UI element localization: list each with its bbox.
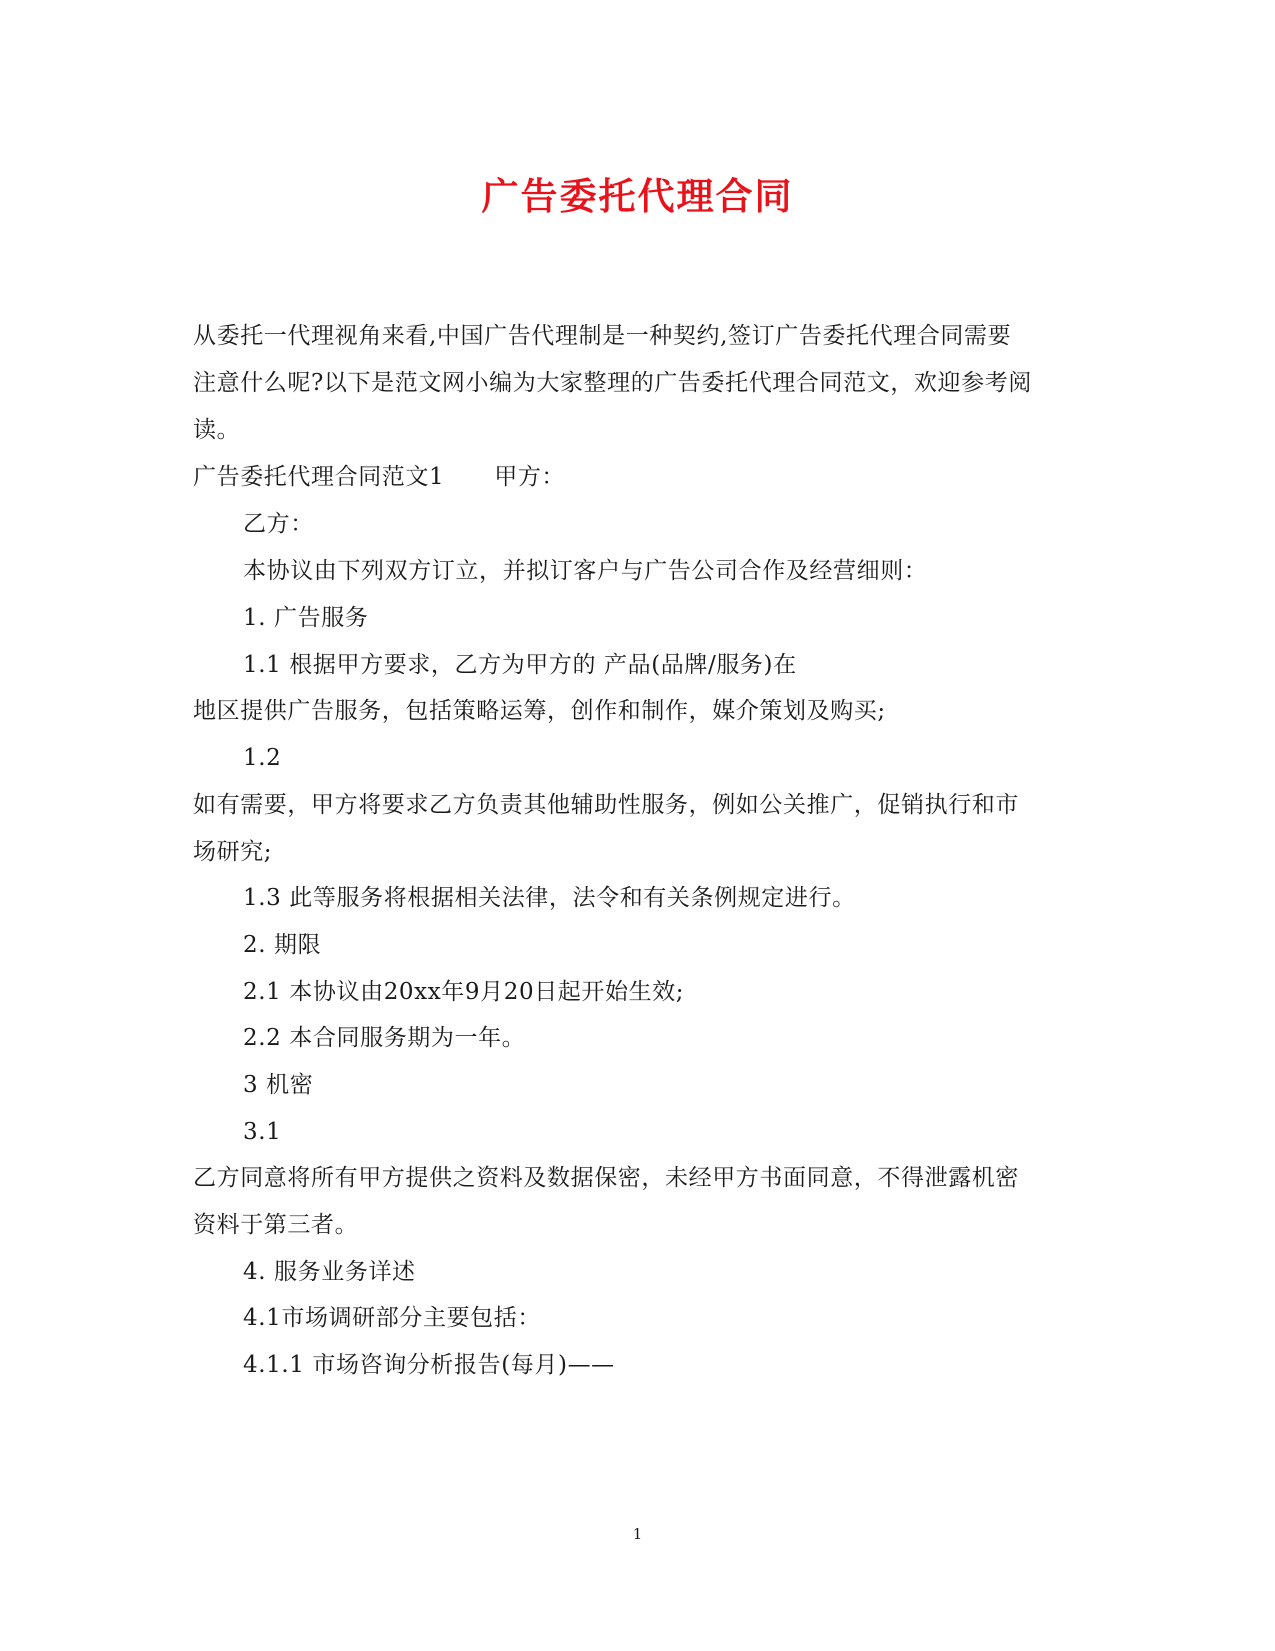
clause-1-2-line-2: 场研究;	[193, 839, 273, 865]
party-a-label: 甲方：	[494, 464, 566, 490]
document-title: 广告委托代理合同	[481, 174, 794, 218]
clause-1-1: 1.1 根据甲方要求，乙方为甲方的 产品(品牌/服务)在	[243, 652, 797, 678]
clause-1-2-line-1: 如有需要，甲方将要求乙方负责其他辅助性服务，例如公关推广，促销执行和市	[193, 792, 1019, 818]
clause-4-heading: 4. 服务业务详述	[243, 1259, 416, 1285]
clause-3-1-line-2: 资料于第三者。	[193, 1212, 359, 1238]
clause-1-heading: 1. 广告服务	[243, 605, 369, 631]
page-number: 1	[632, 1525, 643, 1543]
clause-3-1-number: 3.1	[243, 1119, 282, 1145]
party-b-label: 乙方：	[243, 511, 314, 537]
clause-4-1: 4.1市场调研部分主要包括：	[243, 1305, 541, 1331]
intro-line-3: 读。	[193, 417, 241, 443]
agreement-intro: 本协议由下列双方订立，并拟订客户与广告公司合作及经营细则：	[243, 558, 928, 584]
clause-1-1-continued: 地区提供广告服务，包括策略运筹，创作和制作，媒介策划及购买;	[193, 698, 886, 724]
clause-3-heading: 3 机密	[243, 1072, 314, 1098]
clause-1-3: 1.3 此等服务将根据相关法律，法令和有关条例规定进行。	[243, 885, 856, 911]
section-heading-row	[193, 461, 565, 493]
intro-line-2: 注意什么呢?以下是范文网小编为大家整理的广告委托代理合同范文，欢迎参考阅	[193, 370, 1032, 396]
clause-3-1-line-1: 乙方同意将所有甲方提供之资料及数据保密，未经甲方书面同意，不得泄露机密	[193, 1165, 1019, 1191]
clause-1-2-number: 1.2	[243, 745, 282, 771]
clause-2-heading: 2. 期限	[243, 932, 322, 958]
clause-2-1: 2.1 本协议由20xx年9月20日起开始生效;	[243, 979, 685, 1005]
sample-heading: 广告委托代理合同范文1	[193, 464, 445, 490]
clause-4-1-1: 4.1.1 市场咨询分析报告(每月)——	[243, 1352, 615, 1378]
intro-line-1: 从委托一代理视角来看,中国广告代理制是一种契约,签订广告委托代理合同需要	[193, 323, 1012, 349]
clause-2-2: 2.2 本合同服务期为一年。	[243, 1025, 526, 1051]
